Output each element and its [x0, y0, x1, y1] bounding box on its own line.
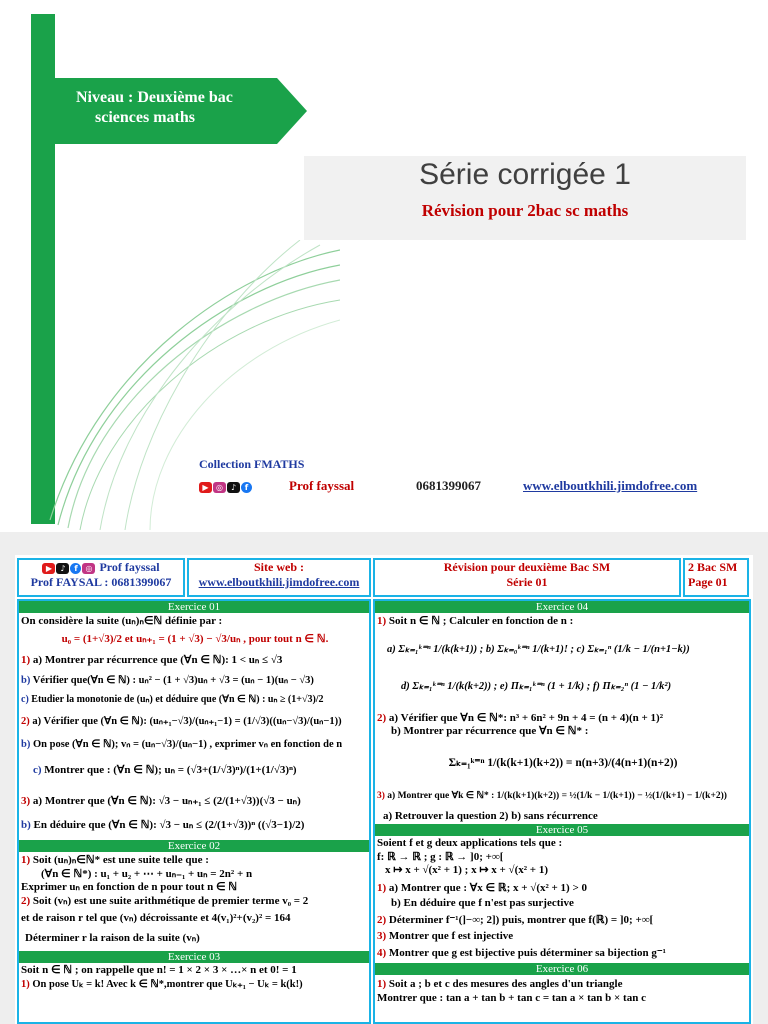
ex5-line-7 — [375, 930, 749, 944]
ex5-line-8-text: Montrer que g est bijective puis déterminer sa bijection g⁻¹ — [388, 946, 666, 959]
header-site-url[interactable]: www.elboutkhili.jimdofree.com — [198, 575, 360, 589]
ex1-q3a — [19, 795, 369, 809]
level-line-2: sciences maths — [95, 109, 195, 126]
ex4-line-1-number: 1) — [377, 615, 389, 627]
cover-website-link[interactable]: www.elboutkhili.jimdofree.com — [523, 478, 698, 493]
youtube-icon: ▶ — [199, 482, 212, 493]
ex2-line-1 — [19, 854, 369, 868]
ex6-line-1 — [375, 978, 749, 992]
ex4-line-1-text: Soit n ∈ ℕ ; Calculer en fonction de n : — [388, 615, 574, 627]
ex1-q1a-text: a) Montrer par récurrence que (∀n ∈ ℕ): 1 < uₙ ≤ √3 — [32, 654, 283, 666]
header-revision-cell — [373, 558, 681, 597]
exercise-01-title: Exercice 01 — [19, 601, 369, 613]
exercise-05-title: Exercice 05 — [375, 824, 749, 836]
ex1-q3b-number: b) — [21, 818, 34, 831]
document-subtitle: Révision pour 2bac sc maths — [421, 201, 629, 220]
ex5-line-8 — [375, 947, 749, 961]
ex3-line-1: Soit n ∈ ℕ ; on rappelle que n! = 1 × 2 × 3 × …× n et 0! = 1 — [21, 964, 297, 976]
ex5-line-1: Soient f et g deux applications tels que : — [377, 837, 563, 849]
youtube-icon: ▶ — [42, 563, 55, 574]
ex1-q2b — [19, 738, 369, 752]
ex4-line-2: a) Σₖ₌₁ᵏ⁼ⁿ 1/(k(k+1)) ; b) Σₖ₌₀ᵏ⁼ⁿ 1/(k+1)! ; c) Σₖ₌₁ⁿ (1/k − 1/(n+1−k)) — [387, 643, 690, 655]
ex2-line-5: et de raison r tel que (vₙ) décroissante et 4(v₁)²+(v₂)² = 164 — [21, 912, 291, 924]
exercise-03-title: Exercice 03 — [19, 951, 369, 963]
ex5-line-4 — [375, 882, 749, 896]
left-column — [17, 599, 371, 1024]
ex4-line-6: Σₖ₌₁ᵏ⁼ⁿ 1/(k(k+1)(k+2)) = n(n+3)/(4(n+1)(n+2)) — [448, 756, 678, 769]
ex1-q3a-text: a) Montrer que (∀n ∈ ℕ): √3 − uₙ₊₁ ≤ (2/(1+√3))(√3 − uₙ) — [32, 795, 301, 807]
ex4-line-7-text: a) Montrer que ∀k ∈ ℕ* : 1/(k(k+1)(k+2)) = ½(1/k − 1/(k+1)) − ½(1/(k+1) − 1/(k+2)) — [387, 791, 727, 801]
ex5-line-5: b) En déduire que f n'est pas surjective — [391, 897, 574, 909]
ex2-line-4-text: Soit (vₙ) est une suite arithmétique de premier terme v₀ = 2 — [32, 894, 309, 907]
ex5-line-7-text: Montrer que f est injective — [388, 930, 514, 942]
ex1-q1c-text: Etudier la monotonie de (uₙ) et déduire que (∀n ∈ ℕ) : uₙ ≥ (1+√3)/2 — [31, 694, 324, 705]
exercise-02-title: Exercice 02 — [19, 840, 369, 852]
cover-phone: 0681399067 — [416, 478, 481, 493]
exercise-06-title: Exercice 06 — [375, 963, 749, 975]
ex1-q2b-number: b) — [21, 739, 33, 750]
ex1-q3b — [19, 819, 369, 833]
ex1-q3b-text: En déduire que (∀n ∈ ℕ): √3 − uₙ ≤ (2/(1+√3))ⁿ ((√3−1)/2) — [33, 818, 305, 831]
exercise-04-title: Exercice 04 — [375, 601, 749, 613]
ex1-q2c — [19, 764, 369, 778]
ex1-q2a — [19, 715, 369, 729]
ex3-line-2 — [19, 978, 369, 992]
ex4-line-7 — [375, 790, 749, 804]
ex4-line-7-number: 3) — [377, 791, 388, 801]
ex5-line-4-text: a) Montrer que : ∀x ∈ ℝ; x + √(x² + 1) > 0 — [388, 881, 587, 894]
ex5-line-8-number: 4) — [377, 946, 389, 959]
ex1-line-1: On considère la suite (uₙ)ₙ∈ℕ définie par : — [21, 615, 223, 627]
ex1-q2a-text: a) Vérifier que (∀n ∈ ℕ): (uₙ₊₁−√3)/(uₙ₊₁−1) = (1/√3)((uₙ−√3)/(uₙ−1)) — [32, 715, 342, 727]
header-page-cell — [683, 558, 749, 597]
ex6-line-2: Montrer que : tan a + tan b + tan c = tan a × tan b × tan c — [377, 991, 646, 1004]
header-site-cell — [187, 558, 371, 597]
right-column — [373, 599, 751, 1024]
ex1-q1a — [19, 654, 369, 668]
ex4-line-4 — [375, 712, 749, 726]
collection-label: Collection FMATHS — [199, 457, 305, 471]
tiktok-icon: ♪ — [56, 563, 69, 574]
ex1-q1a-number: 1) — [21, 654, 33, 666]
header-serie: Série 01 — [506, 575, 548, 589]
ex2-line-1-number: 1) — [21, 854, 33, 866]
instagram-icon: ◎ — [213, 482, 226, 493]
ex4-line-1 — [375, 615, 749, 629]
ex5-line-4-number: 1) — [377, 881, 389, 894]
ex1-q1b-text: Vérifier que(∀n ∈ ℕ) : uₙ² − (1 + √3)uₙ + √3 = (uₙ − 1)(uₙ − √3) — [32, 674, 314, 686]
ex6-line-1-text: Soit a ; b et c des mesures des angles d'un triangle — [388, 978, 623, 990]
ex3-line-2-number: 1) — [21, 978, 33, 990]
ex1-q2c-number: c) — [33, 763, 45, 776]
instagram-icon: ◎ — [82, 563, 95, 574]
cover-prof-name: Prof fayssal — [289, 478, 355, 493]
document-title: Série corrigée 1 — [419, 158, 631, 191]
ex1-q1b-number: b) — [21, 674, 33, 686]
header-page: Page 01 — [688, 575, 728, 589]
ex2-line-6: Déterminer r la raison de la suite (vₙ) — [25, 931, 200, 944]
header-level: 2 Bac SM — [688, 560, 738, 574]
cover-footer — [199, 478, 719, 494]
ex5-line-2: f: ℝ → ℝ ; g : ℝ → ]0; +∞[ — [377, 850, 504, 863]
ex1-q2a-number: 2) — [21, 715, 33, 727]
tiktok-icon: ♪ — [227, 482, 240, 493]
level-line-1: Niveau : Deuxième bac — [76, 89, 233, 106]
ex4-line-4-text: a) Vérifier que ∀n ∈ ℕ*: n³ + 6n² + 9n + 4 = (n + 4)(n + 1)² — [388, 711, 663, 724]
ex1-q2b-text: On pose (∀n ∈ ℕ); vₙ = (uₙ−√3)/(uₙ−1) , exprimer vₙ en fonction de n — [32, 739, 343, 750]
ex1-q1b — [19, 674, 369, 688]
facebook-icon: f — [70, 563, 81, 574]
header-prof-full: Prof FAYSAL : 0681399067 — [30, 575, 172, 589]
ex2-line-2: (∀n ∈ ℕ*) : u₁ + u₂ + ⋯ + uₙ₋₁ + uₙ = 2n² + n — [41, 867, 253, 880]
ex5-line-6-number: 2) — [377, 913, 389, 926]
ex6-line-1-number: 1) — [377, 978, 389, 990]
ex4-line-5: b) Montrer par récurrence que ∀n ∈ ℕ* : — [391, 725, 589, 737]
exercise-sheet — [15, 555, 753, 1024]
ex2-line-3: Exprimer uₙ en fonction de n pour tout n ∈ ℕ — [21, 881, 238, 893]
header-prof-cell — [17, 558, 185, 597]
ex5-line-6-text: Déterminer f⁻¹(]−∞; 2]) puis, montrer que f(ℝ) = ]0; +∞[ — [388, 913, 654, 926]
ex5-line-7-number: 3) — [377, 930, 389, 942]
ex1-q1c — [19, 693, 369, 707]
ex1-line-2: u₀ = (1+√3)/2 et uₙ₊₁ = (1 + √3) − √3/uₙ , pour tout n ∈ ℕ. — [61, 632, 329, 645]
ex4-line-4-number: 2) — [377, 711, 389, 724]
ex2-line-4 — [19, 895, 369, 909]
ex1-q1c-number: c) — [21, 694, 32, 705]
ex4-line-8: a) Retrouver la question 2) b) sans récurrence — [383, 809, 598, 822]
ex5-line-3: x ↦ x + √(x² + 1) ; x ↦ x + √(x² + 1) — [385, 864, 548, 876]
ex1-q2c-text: Montrer que : (∀n ∈ ℕ); uₙ = (√3+(1/√3)ⁿ)/(1+(1/√3)ⁿ) — [44, 763, 297, 776]
ex5-line-6 — [375, 914, 749, 928]
header-revision: Révision pour deuxième Bac SM — [443, 560, 611, 574]
ex2-line-1-text: Soit (uₙ)ₙ∈ℕ* est une suite telle que : — [32, 854, 209, 866]
header-site-label: Site web : — [254, 560, 304, 574]
ex2-line-4-number: 2) — [21, 894, 33, 907]
ex1-q3a-number: 3) — [21, 795, 33, 807]
header-prof-name: Prof fayssal — [99, 560, 160, 574]
ex4-line-3: d) Σₖ₌₁ᵏ⁼ⁿ 1/(k(k+2)) ; e) Πₖ₌₁ᵏ⁼ⁿ (1 + 1/k) ; f) Πₖ₌₂ⁿ (1 − 1/k²) — [401, 681, 672, 692]
ex3-line-2-text: On pose Uₖ = k! Avec k ∈ ℕ*,montrer que Uₖ₊₁ − Uₖ = k(k!) — [32, 978, 303, 990]
facebook-icon: f — [241, 482, 252, 493]
level-banner-text — [76, 88, 296, 128]
